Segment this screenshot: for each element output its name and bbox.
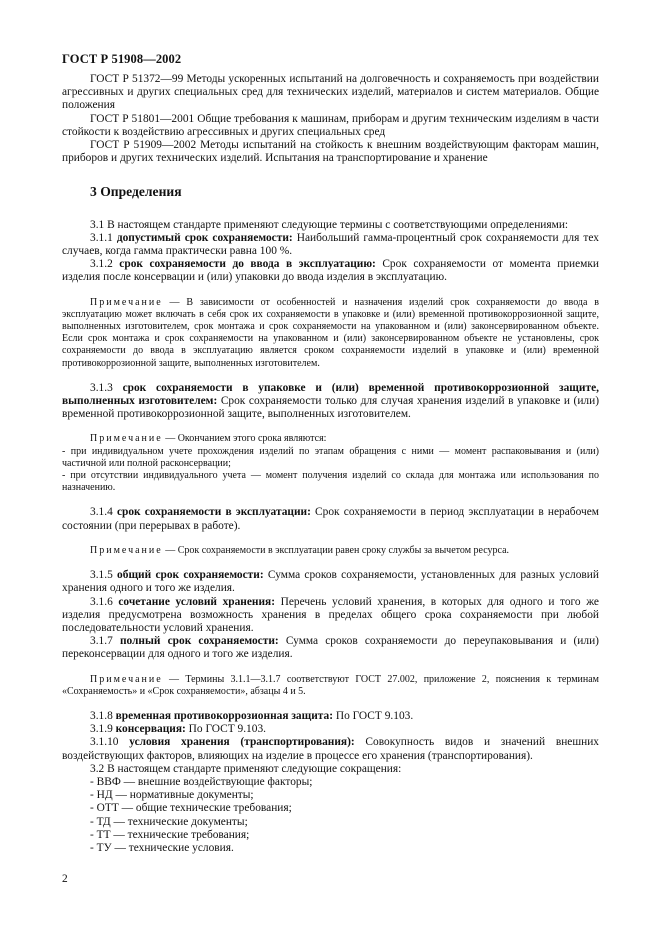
reference-gost-51372: ГОСТ Р 51372—99 Методы ускоренных испытаний на долговечность и сохраняемость при воздействии агрессивных и других специальных сред для технических изделий, материалов и систем материалов. Общие положения bbox=[62, 73, 599, 112]
page-number: 2 bbox=[62, 873, 68, 885]
note-2 bbox=[62, 433, 599, 445]
abbreviation-list bbox=[62, 776, 599, 855]
definition-number: 3.1.7 bbox=[90, 635, 113, 648]
definition-term: сочетание условий хранения: bbox=[118, 595, 276, 608]
definition-term: полный срок сохраняемости: bbox=[119, 635, 279, 648]
definition-text: По ГОСТ 9.103. bbox=[333, 709, 414, 722]
definition-number: 3.1.3 bbox=[90, 381, 113, 394]
page-content bbox=[62, 73, 599, 855]
definition-term: срок сохраняемости в упаковке и (или) временной противокоррозионной защите, выполненных изготовителем: bbox=[62, 381, 599, 408]
definition-term: допустимый срок сохраняемости: bbox=[116, 231, 293, 244]
definition-3-1-9 bbox=[62, 723, 599, 736]
definition-3-1-7 bbox=[62, 635, 599, 661]
list-item: - ОТТ — общие технические требования; bbox=[90, 802, 292, 815]
note-text: — Термины 3.1.1—3.1.7 соответствуют ГОСТ 27.002, приложение 2, пояснения к терминам «Сохраняемость» и «Срок сохраняемости», абзацы 4 и 5. bbox=[62, 673, 599, 697]
paragraph-3-1: 3.1 В настоящем стандарте применяют следующие термины с соответствующими определениями: bbox=[90, 218, 569, 231]
definition-3-1-3 bbox=[62, 382, 599, 422]
list-item: - НД — нормативные документы; bbox=[90, 789, 254, 802]
definition-text: Сумма сроков сохраняемости до переупаковывания и (или) переконсервации для одного и того же изделия. bbox=[62, 635, 599, 661]
definition-number: 3.1.6 bbox=[90, 595, 113, 608]
note-4 bbox=[62, 674, 599, 698]
definition-term: консервация: bbox=[115, 723, 186, 736]
definition-text: Совокупность видов и значений внешних воздействующих факторов, влияющих на изделие в процессе его хранения (транспортирования). bbox=[62, 736, 600, 762]
definition-3-1-6 bbox=[62, 596, 599, 636]
definition-3-1-8 bbox=[62, 710, 599, 723]
section-title: 3 Определения bbox=[90, 184, 182, 200]
list-item: - ТУ — технические условия. bbox=[90, 841, 234, 854]
list-item: - ТТ — технические требования; bbox=[90, 828, 250, 841]
definition-term: временная противокоррозионная защита: bbox=[115, 709, 334, 722]
list-item: - ТД — технические документы; bbox=[90, 815, 248, 828]
definition-number: 3.1.5 bbox=[90, 569, 113, 582]
list-item: - ВВФ — внешние воздействующие факторы; bbox=[90, 775, 313, 788]
definition-text: Сумма сроков сохраняемости, установленных для разных условий хранения одного и того же изделия. bbox=[62, 569, 599, 595]
definition-3-1-2 bbox=[62, 258, 599, 284]
note-text: — Срок сохраняемости в эксплуатации равен сроку службы за вычетом ресурса. bbox=[162, 544, 510, 556]
definition-text: По ГОСТ 9.103. bbox=[185, 723, 266, 736]
note-text: — Окончанием этого срока являются: bbox=[162, 433, 327, 445]
definition-text: Срок сохраняемости от момента приемки изделия после консервации и (или) упаковки до ввода изделия в эксплуатацию. bbox=[62, 258, 600, 284]
definition-term: общий срок сохраняемости: bbox=[117, 569, 264, 582]
paragraph-3-2: 3.2 В настоящем стандарте применяют следующие сокращения: bbox=[90, 762, 402, 775]
note-label: Примечание bbox=[90, 673, 163, 685]
reference-gost-51801: ГОСТ Р 51801—2001 Общие требования к машинам, приборам и другим техническим изделиям в части стойкости к воздействию агрессивных и других специальных сред bbox=[62, 112, 599, 138]
note-label: Примечание bbox=[90, 296, 163, 308]
definition-3-1-5 bbox=[62, 569, 599, 595]
note-2-item: - при индивидуальном учете прохождения изделий по этапам обращения с ними — момент распаковывания и (или) частичной или полной расконсервации; bbox=[62, 445, 599, 469]
definition-term: срок сохраняемости в эксплуатации: bbox=[116, 506, 311, 519]
note-text: — В зависимости от особенностей и назначения изделий срок сохраняемости до ввода в эксплуатацию может включать в себя срок их сохраняемости в упаковке и (или) временной противокоррозионной защите, выполненных изготовителем, срок монтажа и срок сохраняемости на упакованном и (или) законсервированном объекте. Если срок монтажа и срок сохраняемости на упакованном и (или) законсервированном объекте не установлены, срок сохраняемости до ввода в эксплуатацию является сроком сохраняемости изделий в упаковке и (или) временной противокоррозионной защите, выполненных изготовителем. bbox=[62, 296, 599, 369]
note-1 bbox=[62, 297, 599, 370]
reference-gost-51909: ГОСТ Р 51909—2002 Методы испытаний на стойкость к внешним воздействующим факторам машин, приборов и других технических изделий. Испытания на транспортирование и хранение bbox=[62, 139, 599, 165]
definition-number: 3.1.9 bbox=[90, 723, 113, 736]
note-3 bbox=[62, 545, 599, 557]
definition-text: Наибольший гамма-процентный срок сохраняемости для тех случаев, когда гамма практически равна 100 %. bbox=[62, 231, 599, 258]
definition-text: Перечень условий хранения, в которых для одного и того же изделия предусмотрена возможность хранения в пределах общего срока сохраняемости при любой последовательности условий хранения. bbox=[62, 595, 599, 634]
definition-number: 3.1.1 bbox=[90, 231, 113, 244]
definition-text: Срок сохраняемости в период эксплуатации в нерабочем состоянии (при перерывах в работе). bbox=[62, 506, 599, 532]
definition-number: 3.1.10 bbox=[90, 736, 119, 749]
note-label: Примечание bbox=[90, 433, 163, 445]
standard-header: ГОСТ Р 51908—2002 bbox=[62, 52, 182, 66]
definition-text: Срок сохраняемости только для случая хранения изделий в упаковке и (или) временной противокоррозионной защите, выполненных изготовителем. bbox=[62, 395, 599, 421]
definition-number: 3.1.8 bbox=[90, 709, 113, 722]
definition-term: срок сохраняемости до ввода в эксплуатацию: bbox=[119, 258, 376, 271]
note-label: Примечание bbox=[90, 544, 163, 556]
definition-number: 3.1.2 bbox=[90, 258, 113, 271]
definition-term: условия хранения (транспортирования): bbox=[129, 736, 355, 749]
note-2-item: - при отсутствии индивидуального учета — момент получения изделий со склада для монтажа или использования по назначению. bbox=[62, 470, 599, 494]
definition-number: 3.1.4 bbox=[90, 506, 113, 519]
definition-3-1-1 bbox=[62, 232, 599, 258]
definition-3-1-10 bbox=[62, 736, 599, 762]
definition-3-1-4 bbox=[62, 506, 599, 532]
